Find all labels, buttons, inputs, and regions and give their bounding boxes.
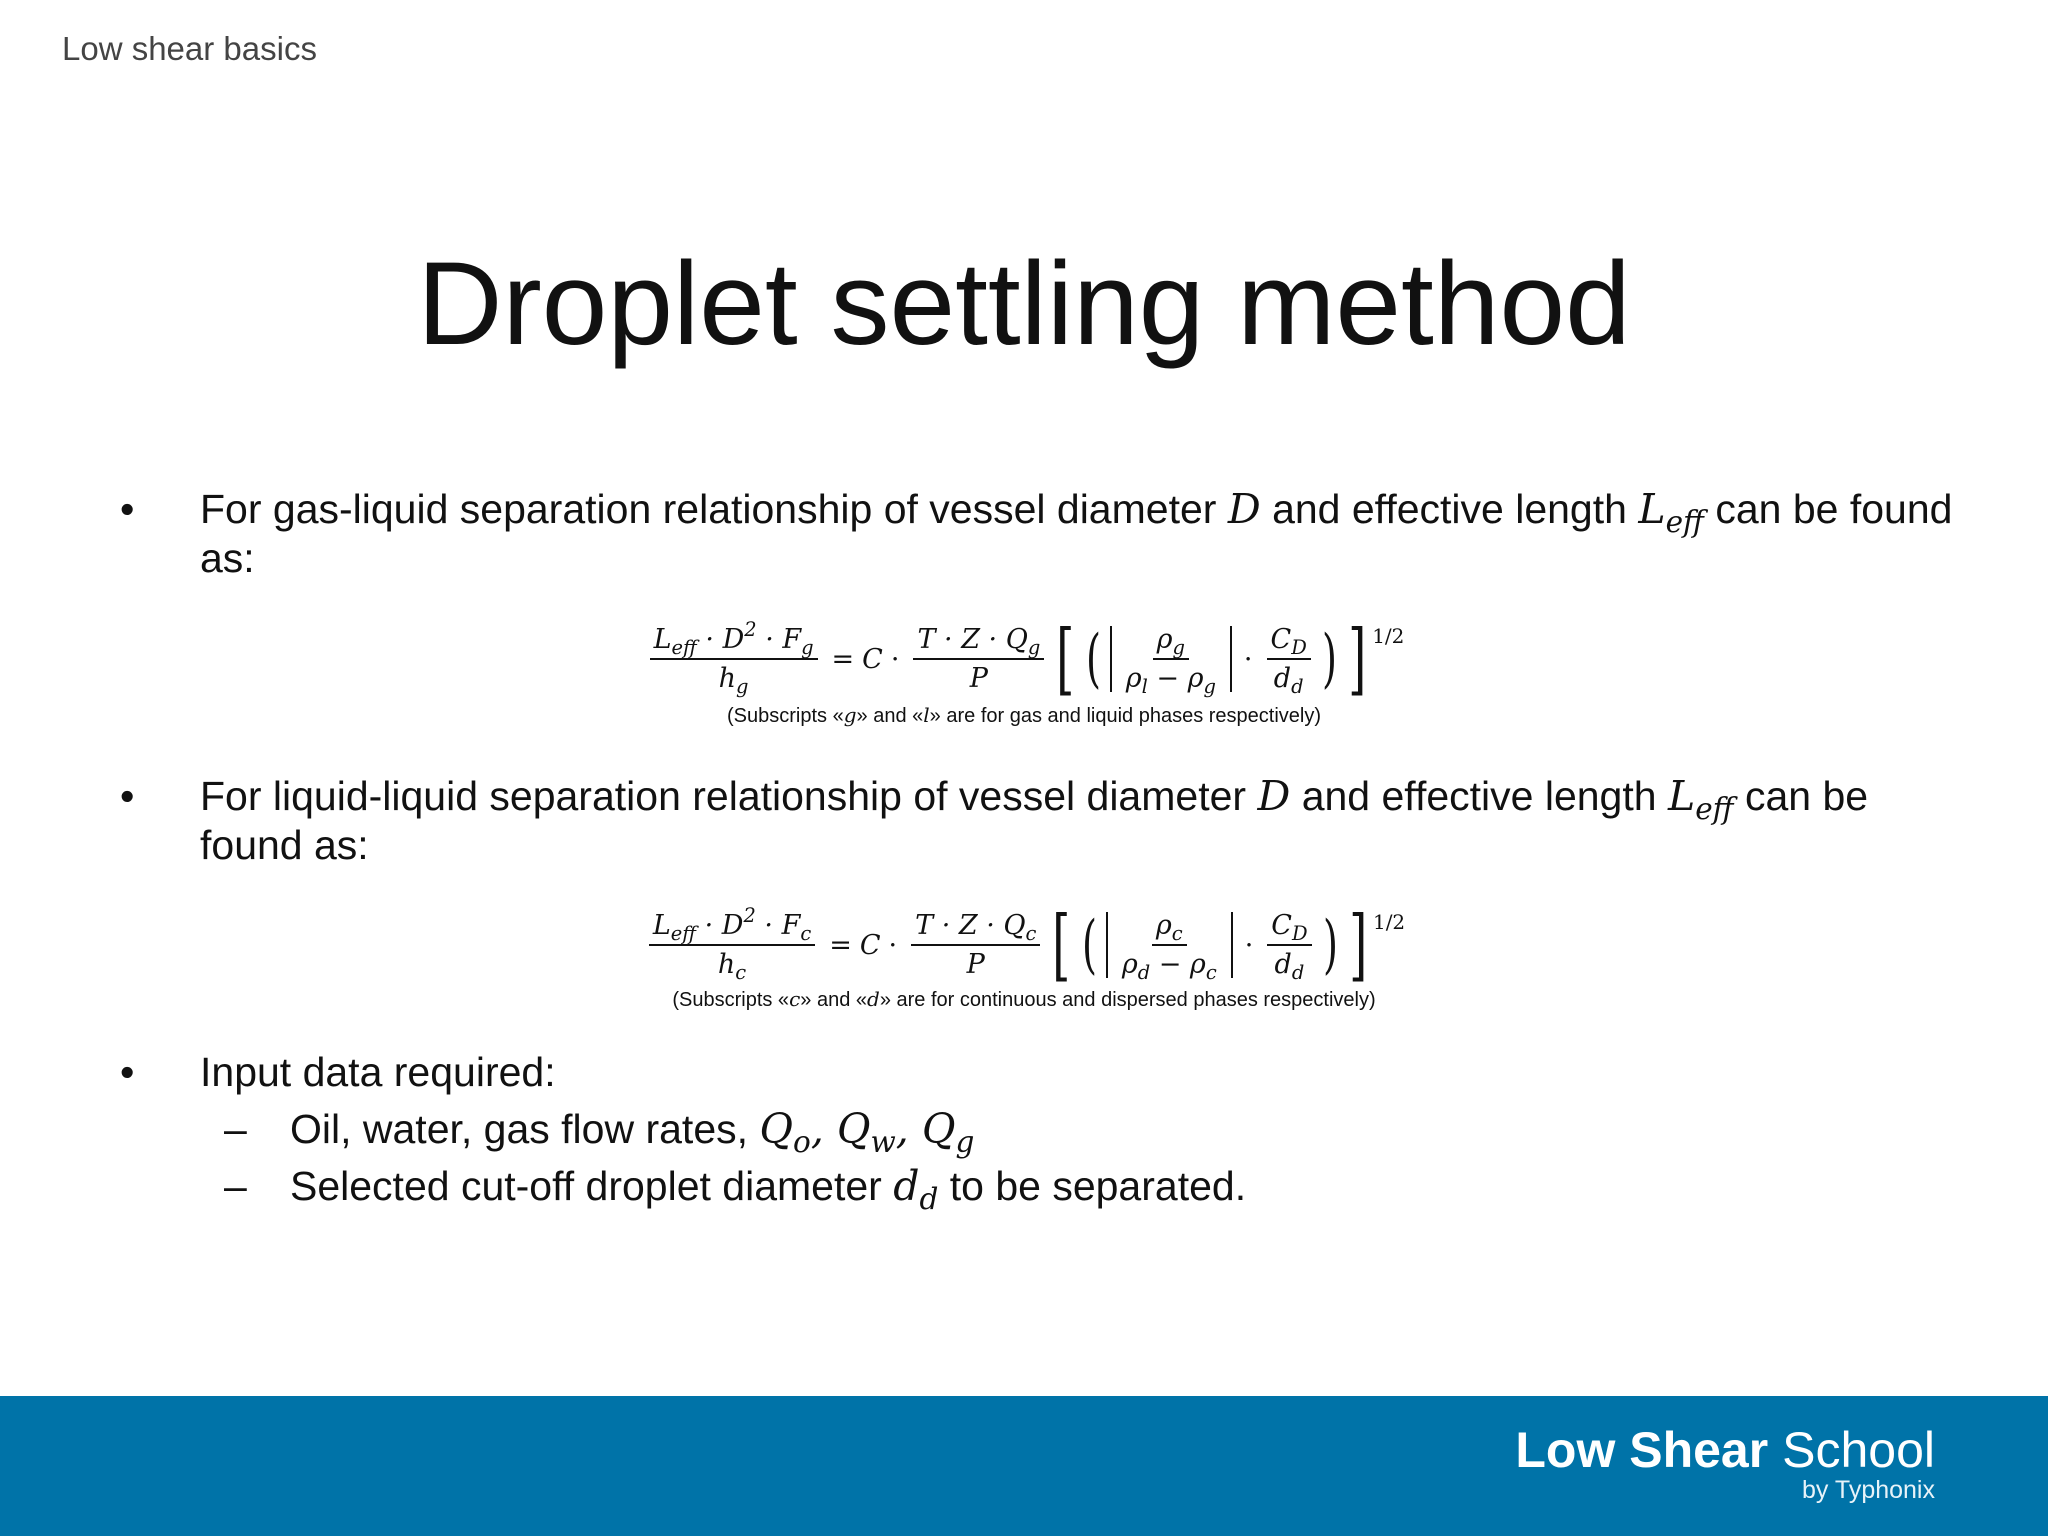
brand-tagline: by Typhonix	[1802, 1476, 1935, 1504]
bullet-marker: •	[120, 486, 135, 532]
equation-lhs: $\frac{L_{eff} \cdot D^2 \cdot F_g}{h_g}$	[650, 624, 818, 694]
brand-name-bold: Low Shear	[1515, 1422, 1769, 1478]
bullet-marker: •	[120, 1049, 135, 1095]
bullet-text: For gas-liquid separation relationship of vessel diameter D and effective length $L_{eff}$ can be found as:	[200, 485, 1953, 581]
sub-marker: –	[224, 1106, 247, 1152]
equation-liquid-liquid: $\frac{L_{eff} \cdot D^2 \cdot F_c}{h_c}$ = C · $\frac{T \cdot Z \cdot Q_c}{P}$ [ ( $\frac{\rho_c}{\rho_d - \rho_c}$ · $\frac{C_D}{d_d}$ ) ] 1/2	[0, 906, 2048, 984]
bullet-text: Input data required:	[200, 1049, 556, 1095]
bullet-text: For liquid-liquid separation relationship of vessel diameter D and effective length $L_{eff}$ can be found as:	[200, 772, 1869, 868]
sub-item-text: Selected cut-off droplet diameter $d_d$ to be separated.	[290, 1162, 1247, 1216]
brand-logo	[1515, 1424, 1935, 1504]
sub-marker: –	[224, 1163, 247, 1209]
bullet-marker: •	[120, 773, 135, 819]
equation-lhs: $\frac{L_{eff} \cdot D^2 \cdot F_c}{h_c}$	[649, 910, 815, 980]
brand-name-light: School	[1782, 1422, 1935, 1478]
section-label: Low shear basics	[62, 30, 317, 67]
footer-band	[0, 1396, 2048, 1536]
equation-note-liquid-liquid: (Subscripts «c» and «d» are for continuous and dispersed phases respectively)	[672, 987, 1376, 1011]
equation-note-gas-liquid: (Subscripts «g» and «l» are for gas and liquid phases respectively)	[727, 703, 1321, 727]
sub-item-text: Oil, water, gas flow rates, $Q_o$, $Q_w$, $Q_g$	[290, 1105, 975, 1159]
equation-gas-liquid: $\frac{L_{eff} \cdot D^2 \cdot F_g}{h_g}$ = C · $\frac{T \cdot Z \cdot Q_g}{P}$ [ ( $\frac{\rho_g}{\rho_l - \rho_g}$ · $\frac{C_D}{d_d}$ ) ] 1/2	[0, 620, 2048, 698]
slide-title: Droplet settling method	[417, 238, 1631, 370]
